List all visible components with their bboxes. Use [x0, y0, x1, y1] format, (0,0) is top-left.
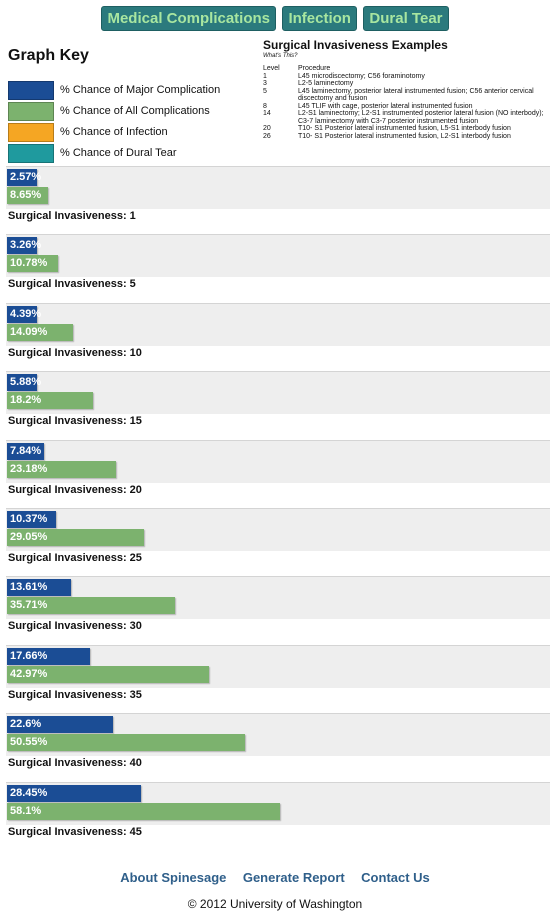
example-row	[263, 125, 545, 133]
tab-dural-tear[interactable]: Dural Tear	[363, 6, 448, 31]
all-complications-bar: 50.55%	[7, 734, 245, 751]
all-complications-bar: 10.78%	[7, 255, 58, 272]
risk-chart	[0, 166, 550, 850]
example-procedure: T10- S1 Posterior lateral instrumented fusion, L5-S1 interbody fusion	[298, 125, 511, 132]
example-level: 14	[263, 110, 271, 117]
key-item-infection	[8, 122, 220, 142]
invasiveness-label: Surgical Invasiveness: 35	[8, 688, 142, 701]
invasiveness-examples	[263, 38, 545, 140]
major-complication-bar: 10.37%	[7, 511, 56, 528]
example-procedure: L45 microdiscectomy; C56 foraminotomy	[298, 72, 425, 80]
tab-infection[interactable]: Infection	[282, 6, 357, 31]
example-row	[263, 133, 545, 141]
invasiveness-block	[0, 166, 550, 234]
all-complications-bar: 42.97%	[7, 666, 209, 683]
level-header: Level	[263, 65, 280, 72]
example-procedure: L45 laminectomy, posterior lateral instrumented fusion; C56 anterior cervical discectomy and fusion	[298, 87, 534, 102]
all-swatch	[8, 102, 54, 121]
invasiveness-label: Surgical Invasiveness: 40	[8, 757, 142, 770]
invasiveness-block	[0, 713, 550, 781]
invasiveness-block	[0, 782, 550, 850]
example-procedure: L45 TLIF with cage, posterior lateral instrumented fusion	[298, 102, 473, 110]
example-row	[263, 80, 545, 88]
graph-key-title: Graph Key	[8, 47, 89, 64]
copyright: © 2012 University of Washington	[187, 897, 363, 911]
invasiveness-label: Surgical Invasiveness: 10	[8, 346, 142, 359]
examples-header-row	[263, 65, 545, 73]
generate-report-link[interactable]: Generate Report	[242, 870, 345, 885]
major-complication-bar: 28.45%	[7, 785, 141, 802]
invasiveness-block	[0, 371, 550, 439]
invasiveness-label: Surgical Invasiveness: 15	[8, 415, 142, 428]
all-complications-bar: 29.05%	[7, 529, 144, 546]
all-complications-bar: 58.1%	[7, 803, 280, 820]
tab-medical-complications[interactable]: Medical Complications	[101, 6, 276, 31]
major-complication-bar: 22.6%	[7, 716, 113, 733]
example-level: 20	[263, 125, 271, 132]
example-row	[263, 88, 545, 103]
key-label-major: % Chance of Major Complication	[60, 84, 221, 96]
all-complications-bar: 8.65%	[7, 187, 48, 204]
example-procedure: L2-S1 laminectomy; L2-S1 instrumented posterior lateral fusion (NO interbody); C3-7 laminectomy with C3-7 posterior instrumented fusion	[298, 110, 544, 125]
invasiveness-block	[0, 576, 550, 644]
chart-band	[6, 303, 550, 346]
key-label-infection: % Chance of Infection	[60, 126, 168, 138]
invasiveness-label: Surgical Invasiveness: 30	[8, 620, 142, 633]
major-swatch	[8, 81, 54, 100]
chart-band	[6, 166, 550, 209]
major-complication-bar: 13.61%	[7, 579, 71, 596]
example-row	[263, 73, 545, 81]
invasiveness-block	[0, 303, 550, 371]
invasiveness-label: Surgical Invasiveness: 25	[8, 551, 142, 564]
example-row	[263, 103, 545, 111]
major-complication-bar: 7.84%	[7, 443, 44, 460]
major-complication-bar: 4.39%	[7, 306, 37, 323]
invasiveness-block	[0, 234, 550, 302]
example-procedure: L2-5 laminectomy	[298, 80, 354, 87]
invasiveness-label: Surgical Invasiveness: 1	[8, 210, 136, 222]
dural-tear-swatch	[8, 144, 54, 163]
all-complications-bar: 18.2%	[7, 392, 93, 409]
all-complications-bar: 35.71%	[7, 597, 175, 614]
graph-key	[8, 80, 220, 164]
major-complication-bar: 2.57%	[7, 169, 37, 186]
invasiveness-block	[0, 645, 550, 713]
example-level: 1	[263, 72, 267, 80]
major-complication-bar: 5.88%	[7, 374, 37, 391]
major-complication-bar: 17.66%	[7, 648, 90, 665]
all-complications-bar: 23.18%	[7, 461, 116, 478]
invasiveness-block	[0, 508, 550, 576]
key-item-all	[8, 101, 220, 121]
invasiveness-label: Surgical Invasiveness: 45	[8, 825, 142, 838]
infection-swatch	[8, 123, 54, 142]
example-row	[263, 110, 545, 125]
invasiveness-label: Surgical Invasiveness: 5	[8, 278, 136, 291]
examples-table	[263, 65, 545, 140]
key-item-major	[8, 80, 220, 100]
invasiveness-block	[0, 440, 550, 508]
chart-band	[6, 234, 550, 277]
footer-links	[0, 869, 550, 887]
example-level: 8	[263, 102, 267, 110]
example-level: 3	[263, 80, 267, 87]
example-level: 26	[263, 132, 271, 140]
key-label-all: % Chance of All Complications	[60, 105, 210, 117]
examples-title: Surgical Invasiveness Examples	[263, 38, 448, 52]
complication-tabs	[0, 6, 550, 31]
key-item-dural-tear	[8, 143, 220, 163]
invasiveness-label: Surgical Invasiveness: 20	[8, 483, 142, 496]
all-complications-bar: 14.09%	[7, 324, 73, 341]
major-complication-bar: 3.26%	[7, 237, 37, 254]
about-spinesage-link[interactable]: About Spinesage	[120, 870, 227, 885]
key-label-dural-tear: % Chance of Dural Tear	[60, 147, 177, 159]
contact-us-link[interactable]: Contact Us	[361, 870, 430, 885]
example-procedure: T10- S1 Posterior lateral instrumented fusion, L2-S1 interbody fusion	[298, 132, 511, 140]
whats-this-link[interactable]: What's This?	[263, 53, 298, 59]
procedure-header: Procedure	[298, 65, 331, 72]
example-level: 5	[263, 87, 267, 95]
